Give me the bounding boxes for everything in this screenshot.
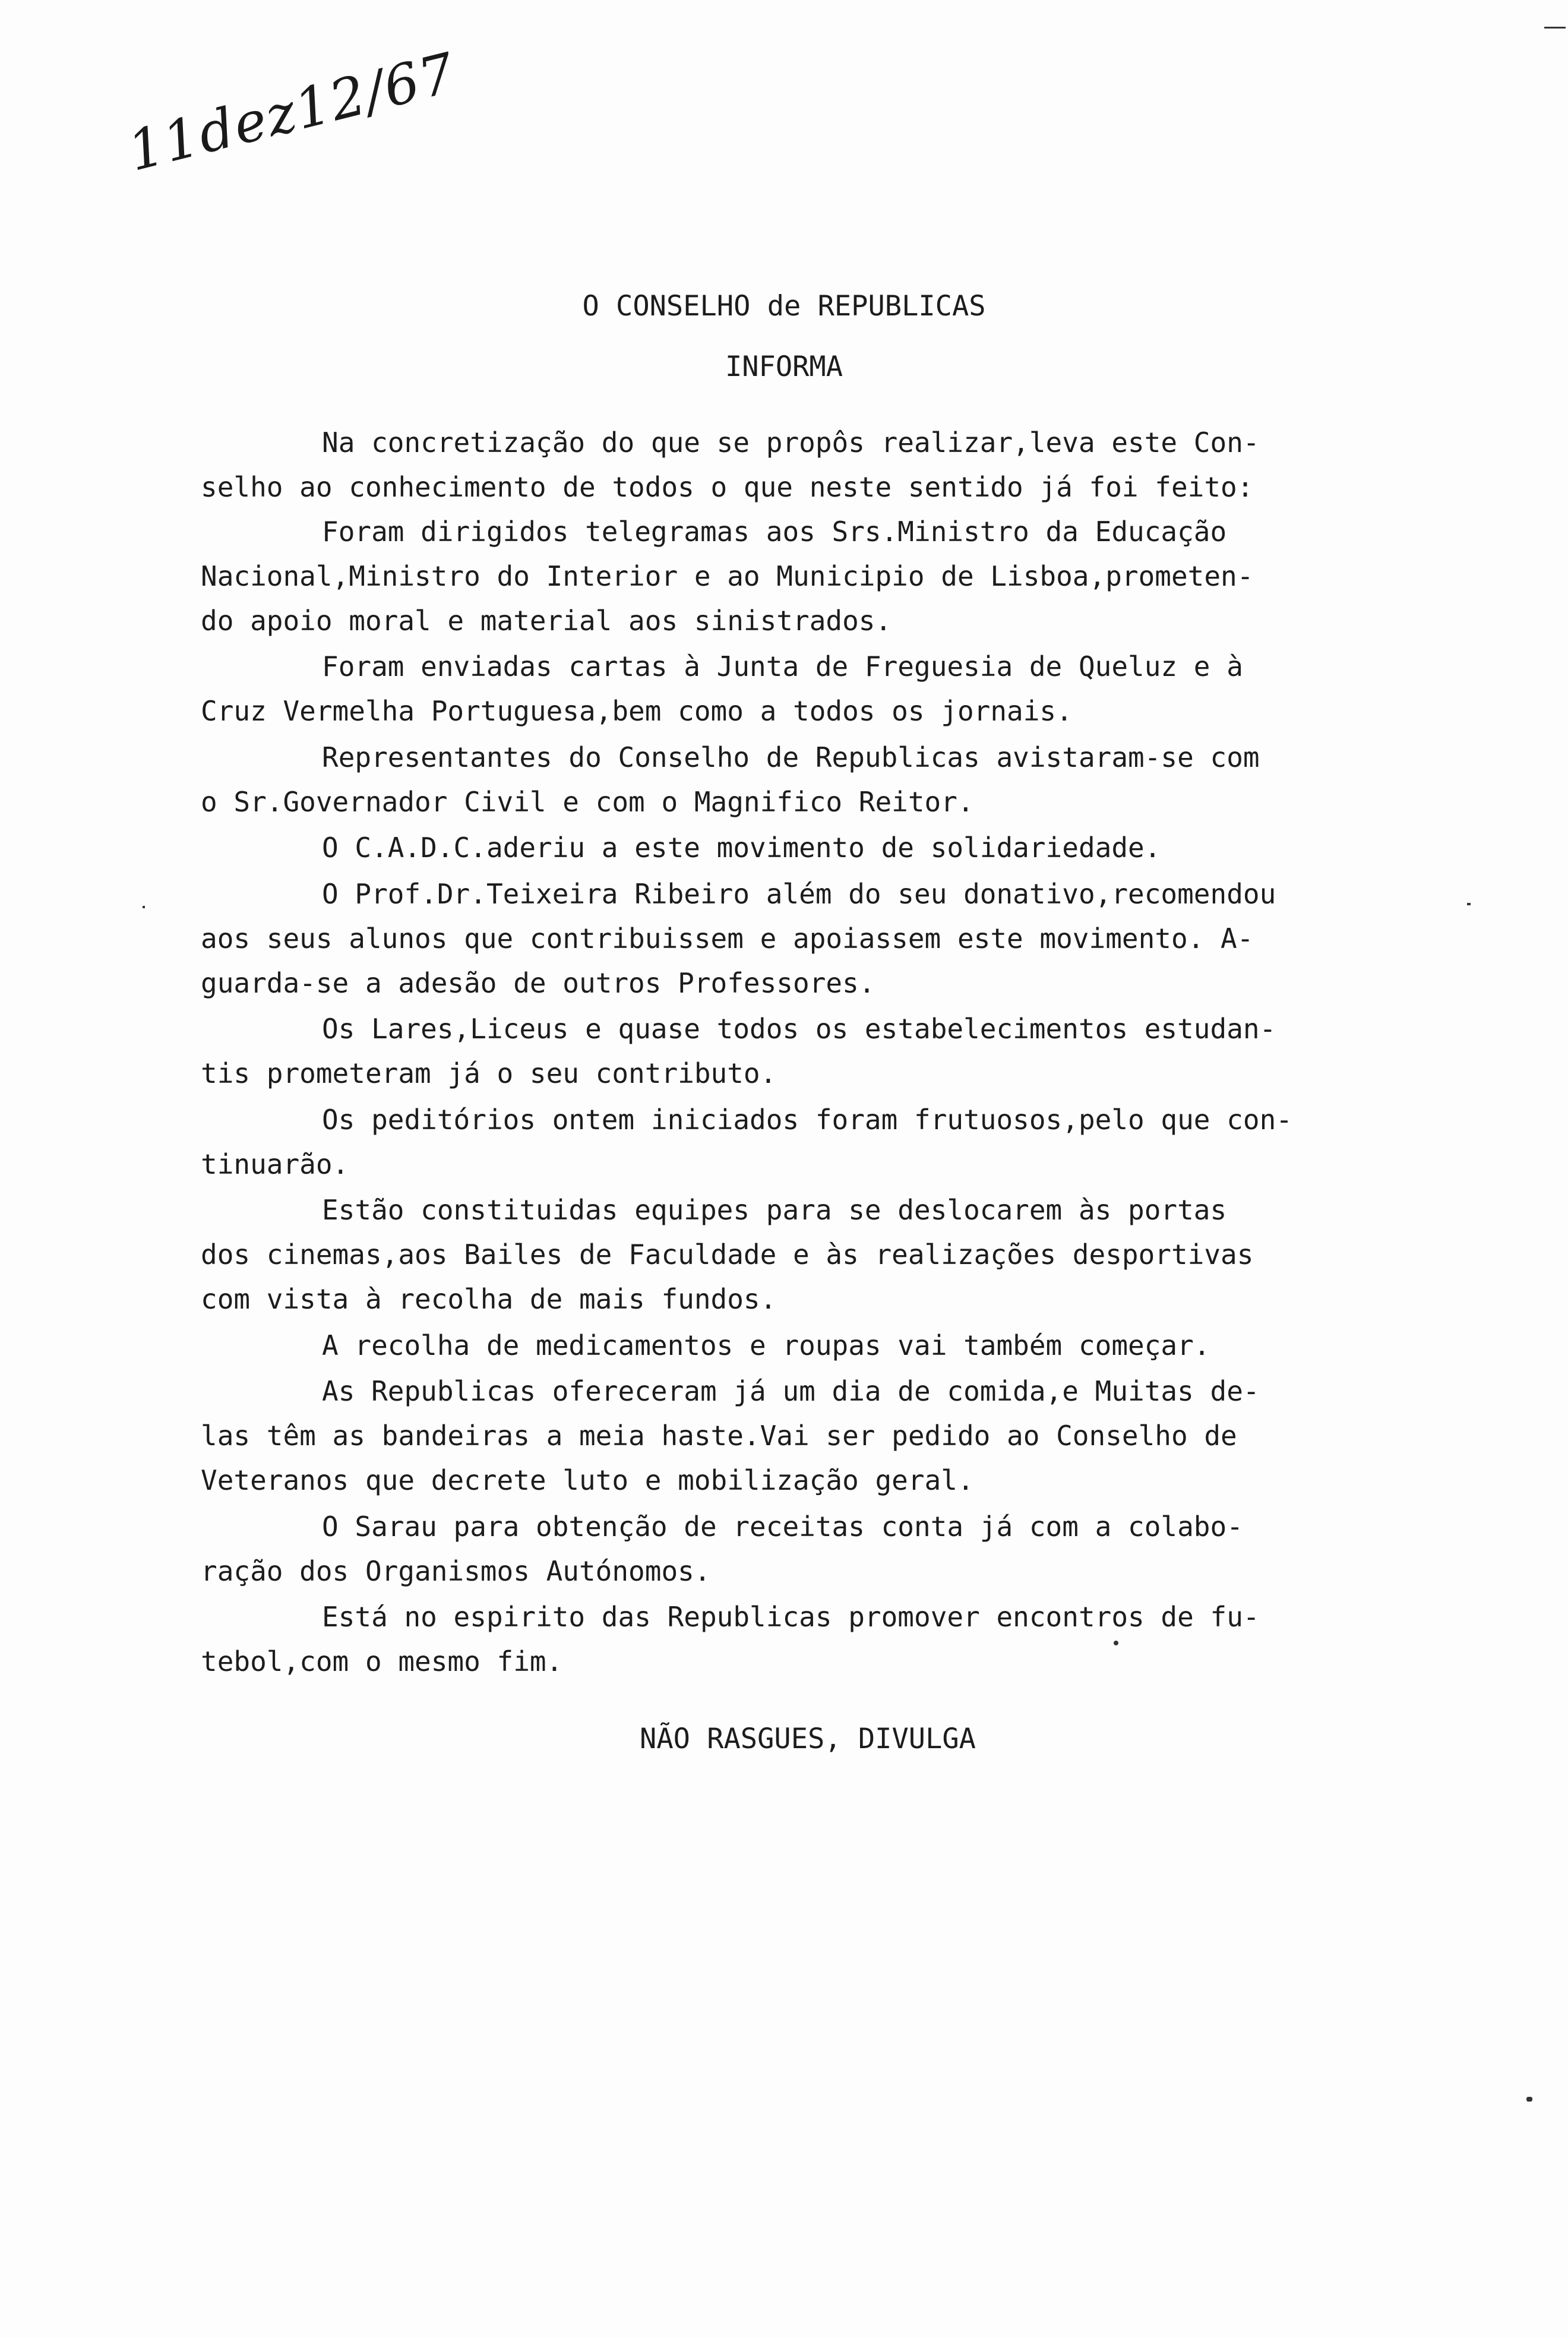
scan-speck — [1114, 1641, 1118, 1645]
document-subtitle: INFORMA — [725, 350, 843, 383]
body-line: Foram dirigidos telegramas aos Srs.Ministro da Educação — [322, 516, 1227, 548]
body-line: las têm as bandeiras a meia haste.Vai ser pedido ao Conselho de — [201, 1420, 1237, 1452]
body-line: A recolha de medicamentos e roupas vai também começar. — [322, 1329, 1210, 1361]
body-line: O Sarau para obtenção de receitas conta já com a colabo- — [322, 1511, 1243, 1543]
body-line: O Prof.Dr.Teixeira Ribeiro além do seu donativo,recomendou — [322, 878, 1276, 910]
scan-speck — [143, 906, 145, 908]
body-line: Está no espirito das Republicas promover encontros de fu- — [322, 1601, 1260, 1633]
body-line: dos cinemas,aos Bailes de Faculdade e às realizações desportivas — [201, 1238, 1254, 1271]
body-line: Nacional,Ministro do Interior e ao Municipio de Lisboa,prometen- — [201, 560, 1254, 592]
body-line: As Republicas ofereceram já um dia de comida,e Muitas de- — [322, 1375, 1260, 1407]
body-line: Estão constituidas equipes para se deslocarem às portas — [322, 1194, 1227, 1226]
body-line: o Sr.Governador Civil e com o Magnifico Reitor. — [201, 786, 974, 818]
body-line: Representantes do Conselho de Republicas avistaram-se com — [322, 741, 1260, 773]
body-line: aos seus alunos que contribuissem e apoiassem este movimento. A- — [201, 922, 1254, 955]
closing-slogan: NÃO RASGUES, DIVULGA — [640, 1723, 976, 1755]
body-line: guarda-se a adesão de outros Professores. — [201, 967, 875, 999]
body-line: com vista à recolha de mais fundos. — [201, 1283, 777, 1315]
body-line: Foram enviadas cartas à Junta de Freguesia de Queluz e à — [322, 650, 1243, 683]
body-line: tis prometeram já o seu contributo. — [201, 1057, 777, 1089]
body-line: Veteranos que decrete luto e mobilização geral. — [201, 1464, 974, 1496]
scan-speck — [1467, 903, 1471, 905]
body-line: Cruz Vermelha Portuguesa,bem como a todos os jornais. — [201, 695, 1073, 727]
body-line: Os Lares,Liceus e quase todos os estabelecimentos estudan- — [322, 1013, 1276, 1045]
body-line: selho ao conhecimento de todos o que neste sentido já foi feito: — [201, 471, 1254, 503]
document-title: O CONSELHO de REPUBLICAS — [582, 290, 986, 323]
body-line: O C.A.D.C.aderiu a este movimento de solidariedade. — [322, 832, 1161, 864]
body-line: tebol,com o mesmo fim. — [201, 1645, 563, 1677]
body-line: ração dos Organismos Autónomos. — [201, 1555, 711, 1587]
body-line: tinuarão. — [201, 1148, 349, 1180]
handwritten-date: 11dez12/67 — [122, 40, 463, 184]
body-line: do apoio moral e material aos sinistrados. — [201, 605, 892, 637]
scan-speck — [1544, 27, 1566, 29]
body-line: Os peditórios ontem iniciados foram frutuosos,pelo que con- — [322, 1104, 1292, 1136]
scan-speck — [1526, 2097, 1532, 2102]
body-line: Na concretização do que se propôs realizar,leva este Con- — [322, 426, 1260, 459]
